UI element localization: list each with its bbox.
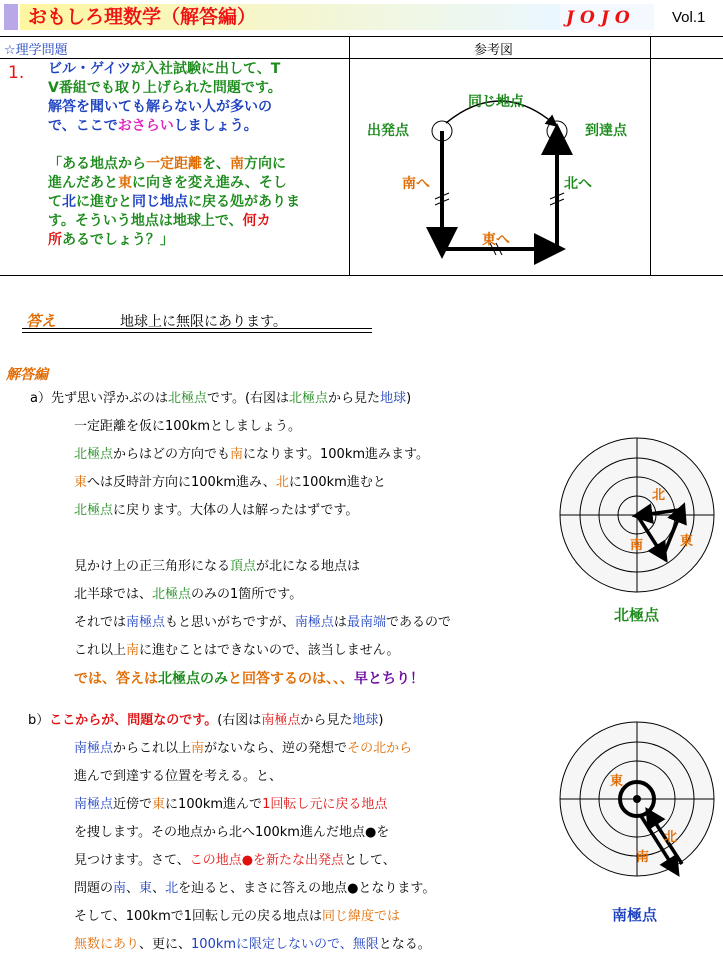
text-segment: 近傍で [113, 797, 153, 812]
text-segment: です。(右図は [206, 391, 290, 406]
text-segment: 北極点 [74, 447, 114, 462]
text-segment: を辿ると、まさに答えの地点●となります。 [178, 881, 436, 896]
text-segment: それでは [74, 615, 127, 630]
text-segment: になります。100km進みます。 [243, 447, 429, 462]
text-segment: 南 [230, 156, 244, 172]
text-segment: 東 [152, 797, 166, 812]
text-segment: 南極点 [294, 615, 334, 630]
right-header: 参考図 [474, 43, 514, 58]
text-segment: 地球 [352, 713, 379, 728]
text-line [74, 909, 400, 925]
text-segment: 解答を聞いても解らない人が多いの [48, 99, 272, 115]
text-segment: で、ここで [48, 118, 118, 134]
text-segment: からこれ以上 [113, 741, 192, 756]
text-segment: となる。 [378, 937, 431, 952]
text-segment: であるので [385, 615, 451, 630]
text-segment: 南極点 [74, 741, 114, 756]
text-line [74, 881, 435, 897]
text-segment: に100km進んで [165, 797, 263, 812]
text-segment: が北になる地点は [256, 559, 361, 574]
volume: Vol.1 [672, 9, 706, 26]
text-segment: 南 [191, 741, 205, 756]
text-segment: として、 [344, 853, 396, 868]
sp-label-north: 北 [664, 830, 678, 845]
text-segment: ここからが、問題なのです。 [49, 713, 218, 728]
text-segment: この地点●を新たな出発点 [189, 853, 345, 868]
label-east: 東へ [482, 232, 510, 248]
text-segment: 地球 [380, 391, 407, 406]
text-segment: 南極点 [74, 797, 114, 812]
text-line [74, 769, 282, 785]
text-segment: から見た [328, 391, 381, 406]
label-arrival: 到達点 [585, 123, 627, 139]
text-segment: は [333, 615, 347, 630]
text-segment: に100km進むと [288, 475, 386, 490]
sp-dot [633, 795, 641, 803]
text-segment: 、 [152, 881, 166, 896]
text-segment: その北から [347, 741, 413, 756]
text-segment: 北半球では、 [74, 587, 153, 602]
text-line [74, 741, 412, 757]
text-segment: 一定距離を仮に100kmとしましょう。 [74, 419, 302, 434]
text-segment: 同じ緯度では [322, 909, 401, 924]
text-segment: a）先ず思い浮かぶのは [30, 391, 168, 406]
text-segment: のみの1箇所です。 [191, 587, 303, 602]
text-segment: ) [406, 391, 412, 406]
author: JOJO [566, 8, 636, 28]
text-segment: 所 [48, 232, 62, 248]
text-segment: 最南端 [346, 615, 386, 630]
text-segment: では、答えは [74, 671, 158, 687]
text-segment: しましょう。 [173, 118, 258, 134]
text-line [74, 825, 389, 841]
sp-caption: 南極点 [612, 906, 658, 924]
text-segment: 無数にあり [74, 937, 140, 952]
text-segment: と回答するのは、、、 [228, 671, 354, 687]
text-segment: 北極点 [74, 503, 114, 518]
text-segment: 北極点のみ [158, 671, 228, 687]
np-label-north: 北 [652, 488, 666, 503]
text-segment: 、更に、 [139, 937, 192, 952]
text-segment: からはどの方向でも [113, 447, 231, 462]
np-label-east: 東 [680, 534, 694, 549]
text-line [74, 797, 387, 813]
text-segment: V番組でも取り上げられた問題です。 [48, 80, 282, 96]
text-segment: 南極点 [126, 615, 166, 630]
text-segment: 見つけます。さて、 [74, 853, 190, 868]
text-segment: に進むことはできないので、該当しません。 [139, 643, 400, 658]
page-title: おもしろ理数学（解答編） [28, 6, 257, 28]
label-south: 南へ [402, 176, 430, 192]
text-segment: (右図は [217, 713, 262, 728]
text-segment: 東 [139, 881, 153, 896]
text-segment: あるでしょう？」 [62, 232, 174, 248]
text-segment: 何カ [242, 213, 271, 229]
text-segment: て [48, 194, 62, 210]
text-segment: 進んだあと [48, 175, 118, 191]
label-north: 北へ [564, 176, 592, 192]
text-segment: を捜します。その地点から北へ100km進んだ地点●を [74, 825, 390, 840]
text-segment: 北 [165, 881, 179, 896]
text-line [28, 713, 383, 729]
text-line [74, 937, 431, 953]
solution-heading: 解答編 [6, 367, 48, 383]
text-segment: 南極点 [261, 713, 301, 728]
text-segment: 頂点 [230, 559, 257, 574]
text-segment: がないなら、逆の発想で [204, 741, 348, 756]
text-segment: もと思いがちですが、 [165, 615, 295, 630]
text-segment: 北 [62, 194, 76, 210]
north-pole-figure [556, 436, 718, 598]
text-segment: 北 [275, 475, 289, 490]
label-start: 出発点 [367, 123, 409, 139]
text-segment: が入社試験に出して、T [131, 61, 281, 77]
text-line [74, 853, 396, 869]
text-segment: おさらい [117, 118, 174, 134]
answer-label: 答え [26, 312, 57, 330]
text-segment: 、 [126, 881, 140, 896]
text-segment: 早とちり！ [354, 671, 424, 687]
text-segment: b） [28, 713, 50, 728]
text-segment: ビル・ゲイツ [48, 61, 132, 77]
text-segment: 問題の [74, 881, 114, 896]
text-segment: 同じ地点 [132, 194, 188, 210]
text-segment: に進むと [76, 194, 132, 210]
text-segment: 「ある地点から [48, 156, 146, 172]
label-same-point: 同じ地点 [468, 94, 524, 110]
sp-label-south: 南 [636, 850, 650, 865]
np-caption: 北極点 [614, 606, 660, 624]
text-segment: から見た [300, 713, 353, 728]
text-segment: に向きを変え進み、そし [132, 175, 287, 191]
text-segment: 見かけ上の正三角形になる [74, 559, 231, 574]
text-segment: 南 [126, 643, 140, 658]
text-segment: す。そういう地点は地球上で、 [48, 213, 243, 229]
answer-text: 地球上に無限にあります。 [120, 314, 287, 330]
text-segment: 東 [74, 475, 88, 490]
text-segment: 北極点 [152, 587, 192, 602]
text-segment: 100kmに限定しないので、無限 [191, 937, 379, 952]
text-segment: 東 [118, 175, 132, 191]
text-segment: に戻る処がありま [188, 194, 300, 210]
text-segment: に戻ります。大体の人は解ったはずです。 [113, 503, 359, 518]
text-segment: 北極点 [289, 391, 329, 406]
text-segment: 南 [230, 447, 244, 462]
text-segment: これ以上 [74, 643, 127, 658]
text-segment: 進んで到達する位置を考える。と、 [74, 769, 283, 784]
sp-label-east: 東 [610, 774, 624, 789]
text-segment: 方向に [244, 156, 286, 172]
text-segment: へは反時計方向に100km進み、 [87, 475, 276, 490]
text-segment: そして、100kmで1回転し元の戻る地点は [74, 909, 323, 924]
text-segment: 1回転し元に戻る地点 [262, 797, 388, 812]
left-header: ☆理学問題 [4, 43, 68, 58]
text-segment: ) [378, 713, 384, 728]
np-label-south: 南 [630, 538, 644, 553]
problem-number: 1. [8, 63, 25, 83]
table-divider-right [650, 36, 651, 276]
text-segment: 北極点 [167, 391, 207, 406]
text-segment: 南 [113, 881, 127, 896]
text-segment: 一定距離 [146, 156, 202, 172]
text-segment: を、 [202, 156, 230, 172]
